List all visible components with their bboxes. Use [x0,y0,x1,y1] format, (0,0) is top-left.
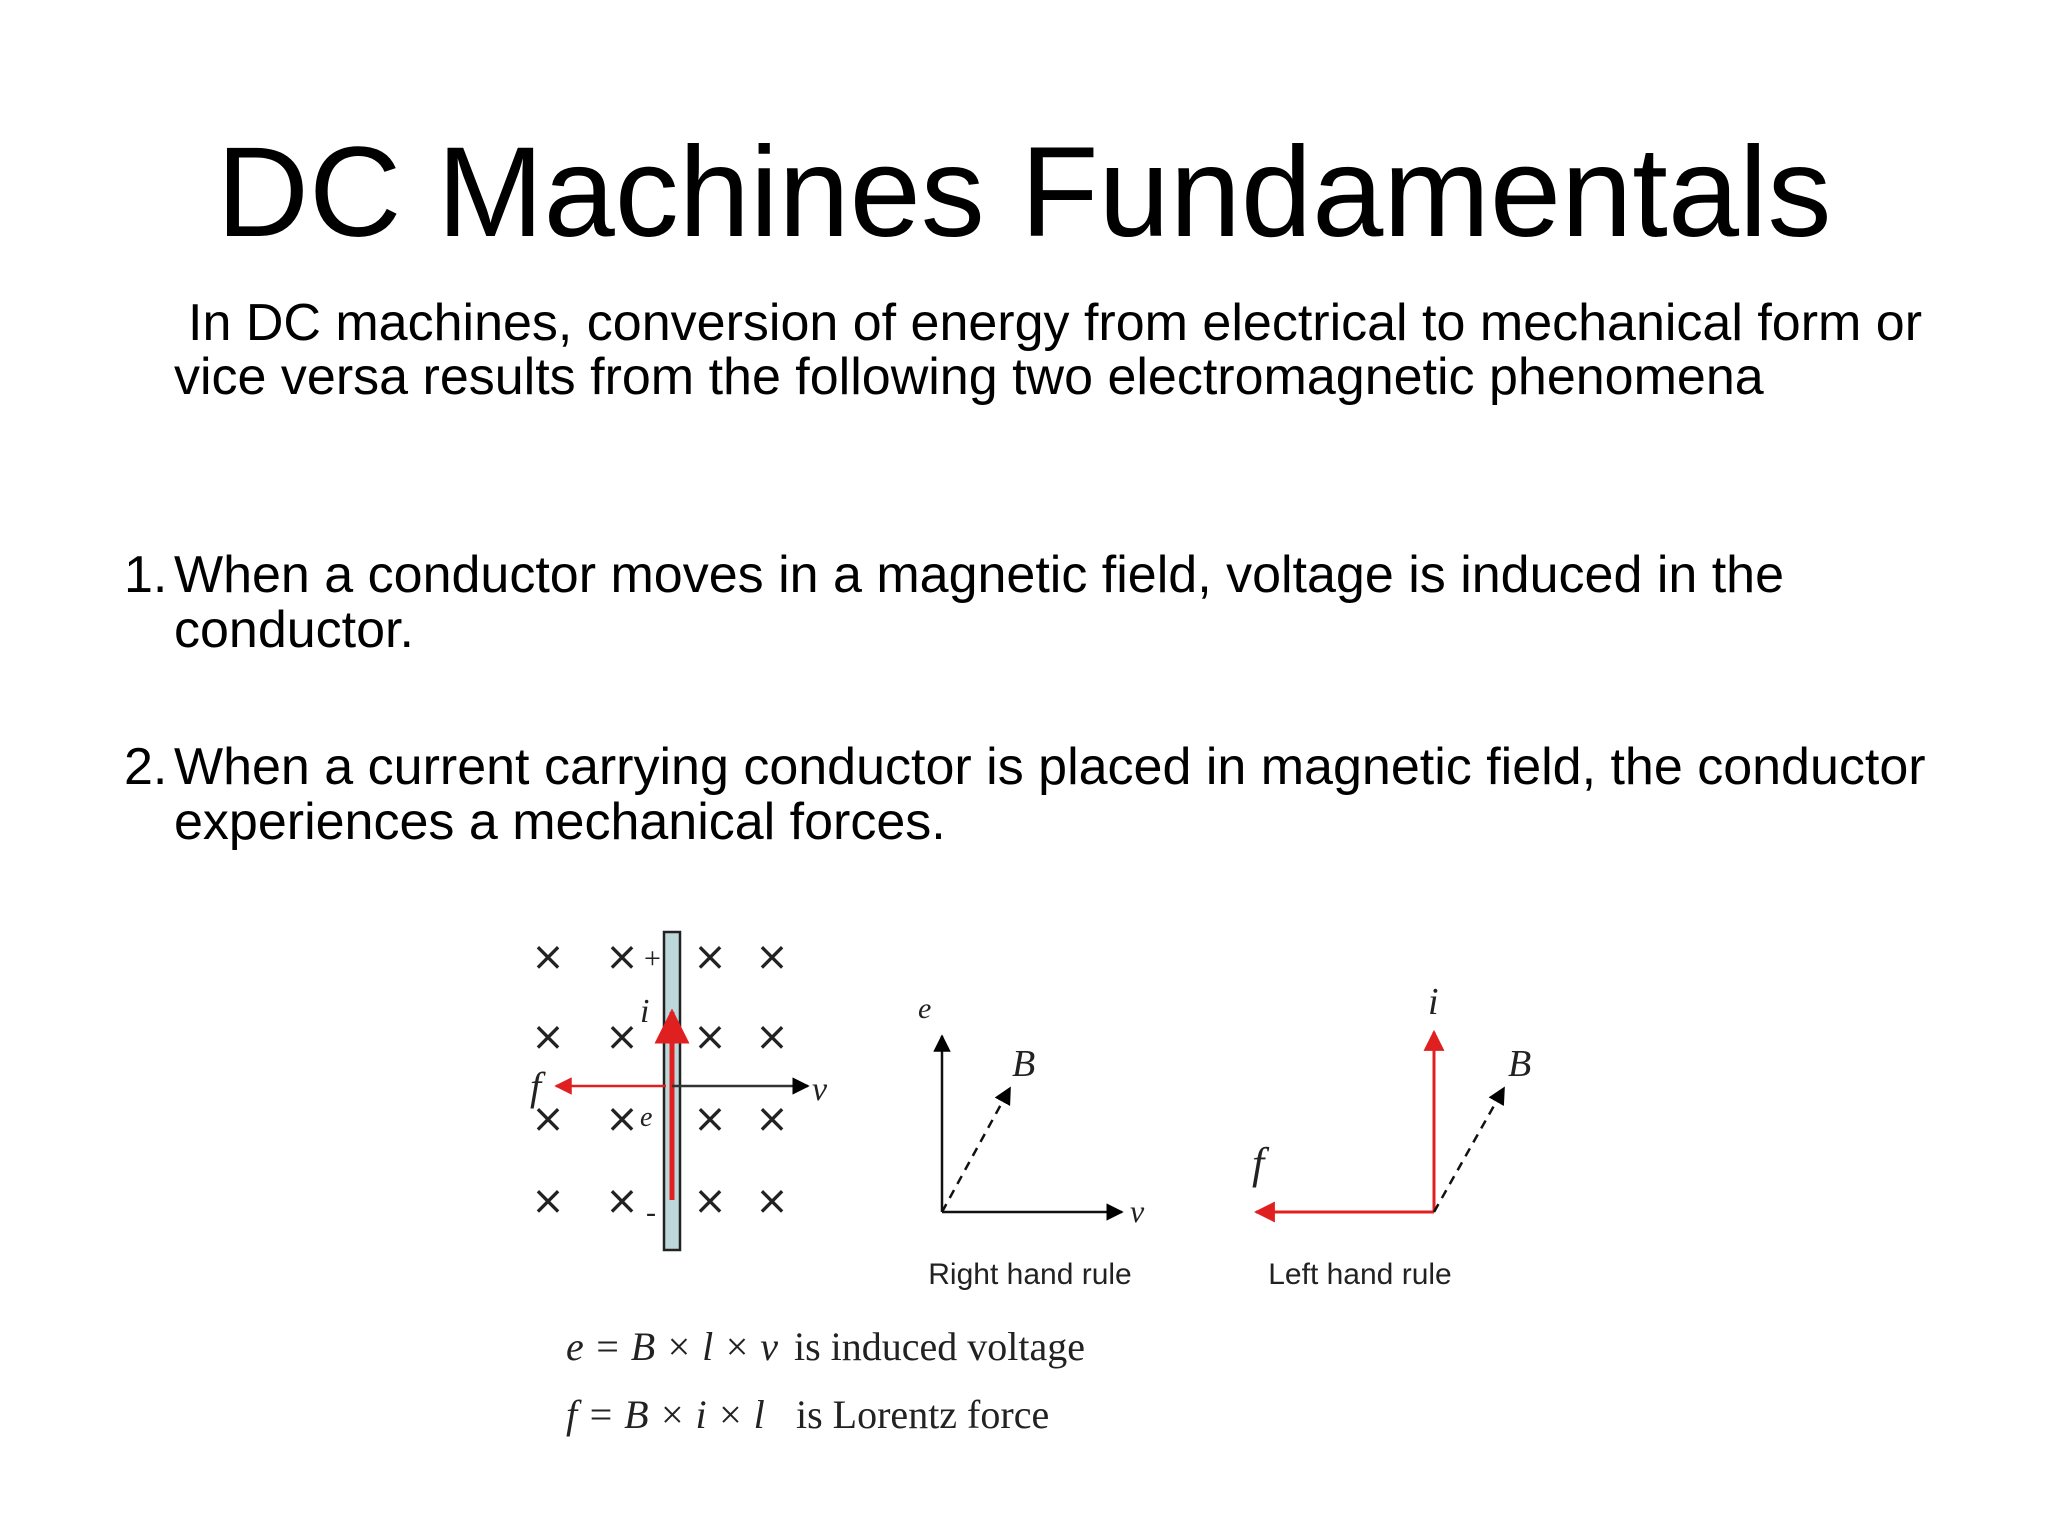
rhr-b-label: B [1012,1043,1036,1085]
lhr-i-label: i [1428,981,1439,1023]
list-item-text: When a conductor moves in a magnetic field, voltage is induced in the conductor. [174,546,1785,659]
field-axis-arrow [1434,1088,1504,1212]
field-cross: × [755,1096,789,1142]
left-hand-rule-diagram [1252,981,1531,1291]
current-label: i [640,993,650,1030]
right-hand-rule-caption: Right hand rule [928,1258,1132,1291]
field-cross: × [531,1178,565,1224]
field-cross: × [755,1178,789,1224]
field-cross: × [605,934,639,980]
lhr-b-label: B [1508,1043,1532,1085]
field-cross: × [531,1096,565,1142]
list-number: 1. [124,546,168,604]
list-item-text: When a current carrying conductor is placed in magnetic field, the conductor experiences a mechanical forces. [174,738,1926,851]
field-cross: × [605,1178,639,1224]
intro-paragraph: In DC machines, conversion of energy from electrical to mechanical form or vice versa results from the following two electromagnetic phenomena [174,294,1923,406]
field-cross: × [755,1014,789,1060]
field-cross: × [755,934,789,980]
page-title: DC Machines Fundamentals [216,121,1832,264]
right-hand-rule-diagram [918,992,1145,1291]
induced-voltage-formula: e = B × l × v [566,1324,779,1369]
left-hand-rule-caption: Left hand rule [1268,1258,1452,1291]
emf-label: e [640,1102,653,1133]
plus-label: + [644,942,661,975]
velocity-label: v [812,1071,828,1108]
field-cross: × [693,1178,727,1224]
force-label: f [530,1064,542,1109]
induced-voltage-description: is induced voltage [794,1324,1086,1369]
lhr-f-label: f [1252,1139,1265,1188]
field-cross: × [605,1096,639,1142]
rhr-v-label: v [1130,1193,1145,1229]
lorentz-force-formula: f = B × i × l [566,1392,765,1437]
minus-label: - [646,1196,656,1229]
field-cross: × [531,934,565,980]
conductor-diagram [530,932,828,1250]
field-cross: × [693,1014,727,1060]
field-cross: × [693,1096,727,1142]
field-cross: × [693,934,727,980]
field-axis-arrow [942,1088,1010,1212]
field-cross: × [605,1014,639,1060]
equations [566,1324,1085,1437]
list-number: 2. [124,738,168,796]
field-cross: × [531,1014,565,1060]
rhr-e-label: e [918,992,932,1025]
lorentz-force-description: is Lorentz force [796,1392,1050,1437]
